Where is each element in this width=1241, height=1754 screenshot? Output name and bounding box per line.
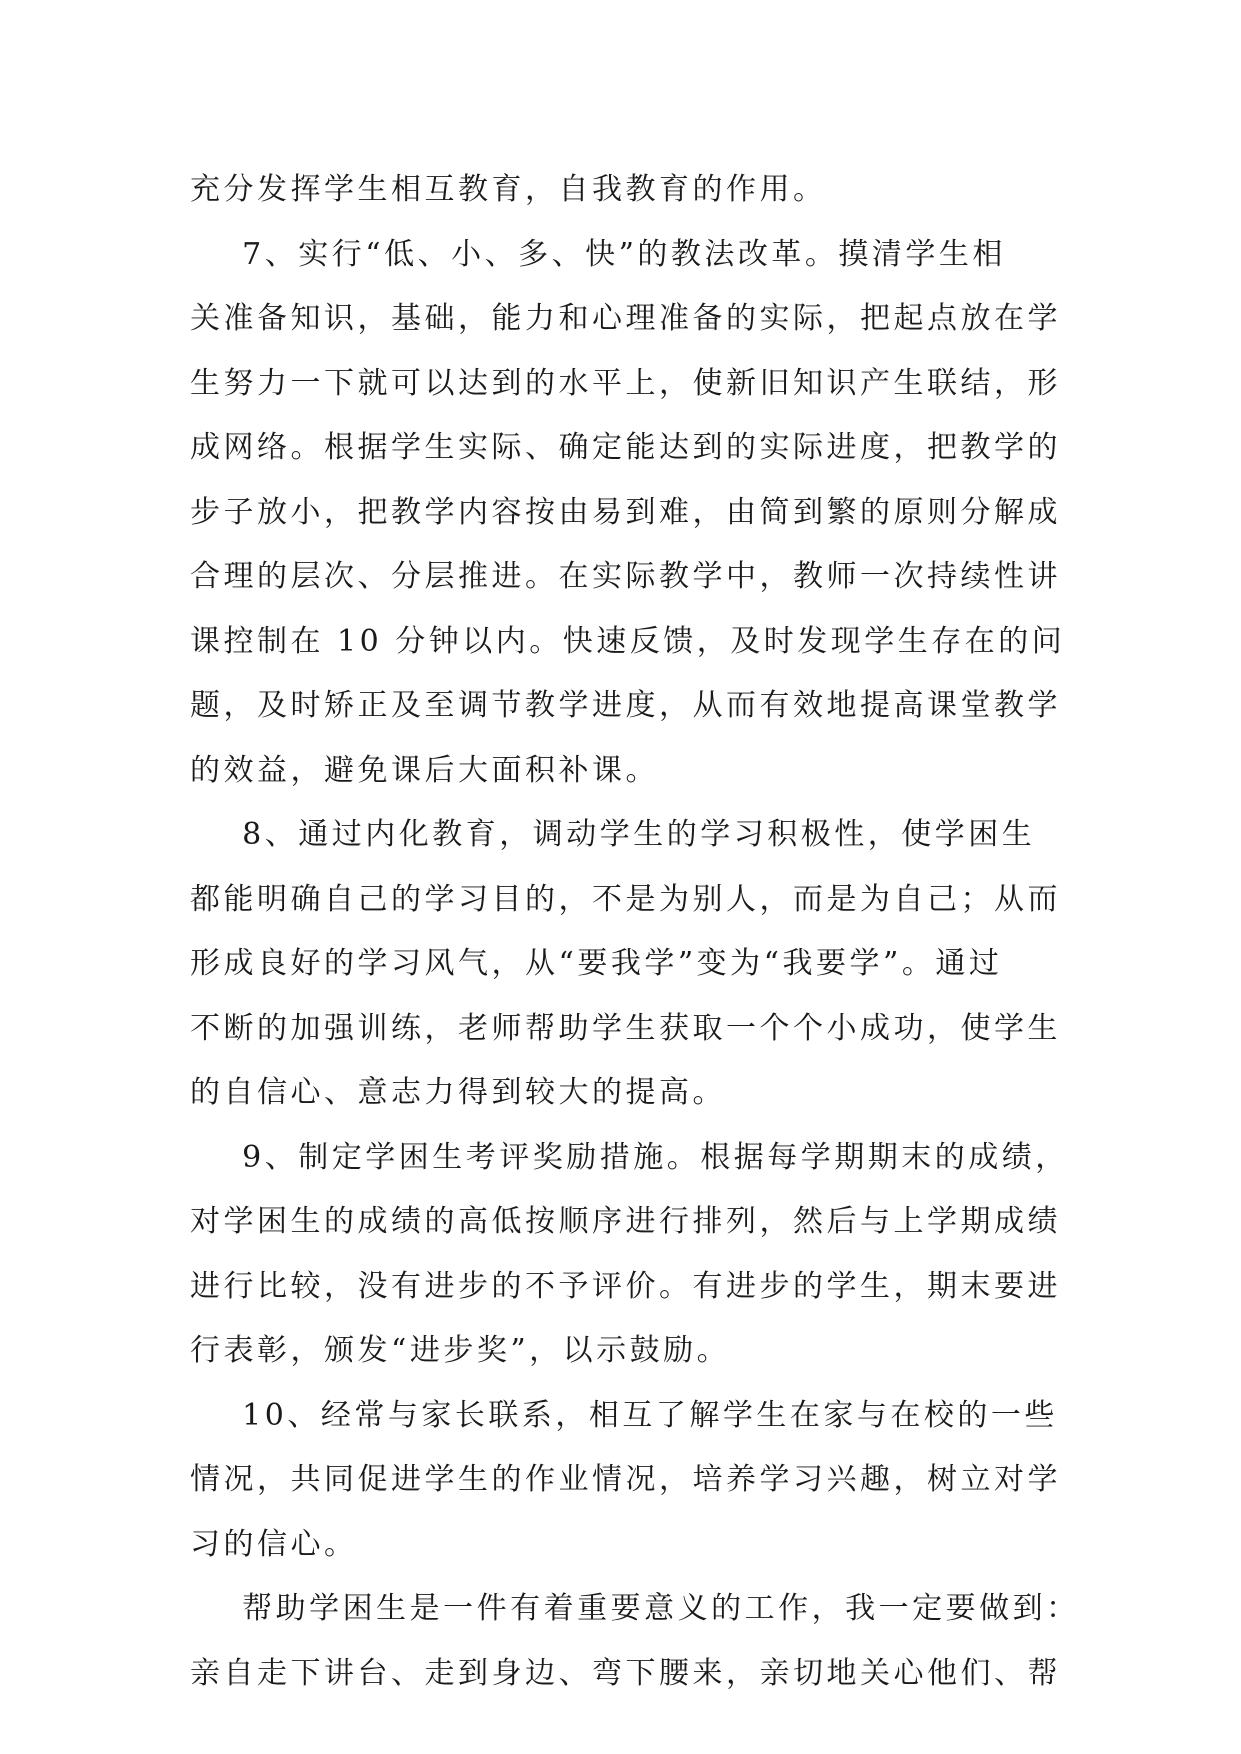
text-line: 进行比较，没有进步的不予评价。有进步的学生，期末要进 xyxy=(190,1268,1061,1304)
text-line: 7、实行“低、小、多、快”的教法改革。摸清学生相 xyxy=(190,236,1006,272)
text-line: 步子放小，把教学内容按由易到难，由简到繁的原则分解成 xyxy=(190,494,1061,530)
text-line: 帮助学困生是一件有着重要意义的工作，我一定要做到： xyxy=(190,1591,1080,1626)
text-line: 关准备知识，基础，能力和心理准备的实际，把起点放在学 xyxy=(190,301,1061,336)
text-line: 形成良好的学习风气，从“要我学”变为“我要学”。通过 xyxy=(190,946,1003,981)
text-line: 9、制定学困生考评奖励措施。根据每学期期末的成绩， xyxy=(190,1139,1069,1175)
text-line: 的自信心、意志力得到较大的提高。 xyxy=(190,1075,726,1110)
text-line: 合理的层次、分层推进。在实际教学中，教师一次持续性讲 xyxy=(190,559,1061,594)
text-line: 对学困生的成绩的高低按顺序进行排列，然后与上学期成绩 xyxy=(190,1204,1061,1239)
text-line: 10、经常与家长联系，相互了解学生在家与在校的一些 xyxy=(190,1397,1058,1433)
text-line: 行表彰，颁发“进步奖”，以示鼓励。 xyxy=(190,1333,731,1368)
document-body xyxy=(190,158,1080,1706)
text-line: 课控制在 10 分钟以内。快速反馈，及时发现学生存在的问 xyxy=(190,623,1066,659)
text-line: 生努力一下就可以达到的水平上，使新旧知识产生联结，形 xyxy=(190,365,1061,401)
text-line: 充分发挥学生相互教育，自我教育的作用。 xyxy=(190,172,827,207)
text-line: 都能明确自己的学习目的，不是为别人，而是为自己；从而 xyxy=(190,881,1061,917)
text-line: 习的信心。 xyxy=(190,1526,358,1562)
text-line: 的效益，避免课后大面积补课。 xyxy=(190,752,659,788)
text-line: 情况，共同促进学生的作业情况，培养学习兴趣，树立对学 xyxy=(190,1462,1061,1497)
text-line: 8、通过内化教育，调动学生的学习积极性，使学困生 xyxy=(190,817,1036,852)
text-line: 不断的加强训练，老师帮助学生获取一个个小成功，使学生 xyxy=(190,1010,1061,1046)
text-line: 题，及时矫正及至调节教学进度，从而有效地提高课堂教学 xyxy=(190,688,1061,723)
text-line: 成网络。根据学生实际、确定能达到的实际进度，把教学的 xyxy=(190,430,1061,465)
text-line: 亲自走下讲台、走到身边、弯下腰来，亲切地关心他们、帮 xyxy=(190,1655,1061,1691)
